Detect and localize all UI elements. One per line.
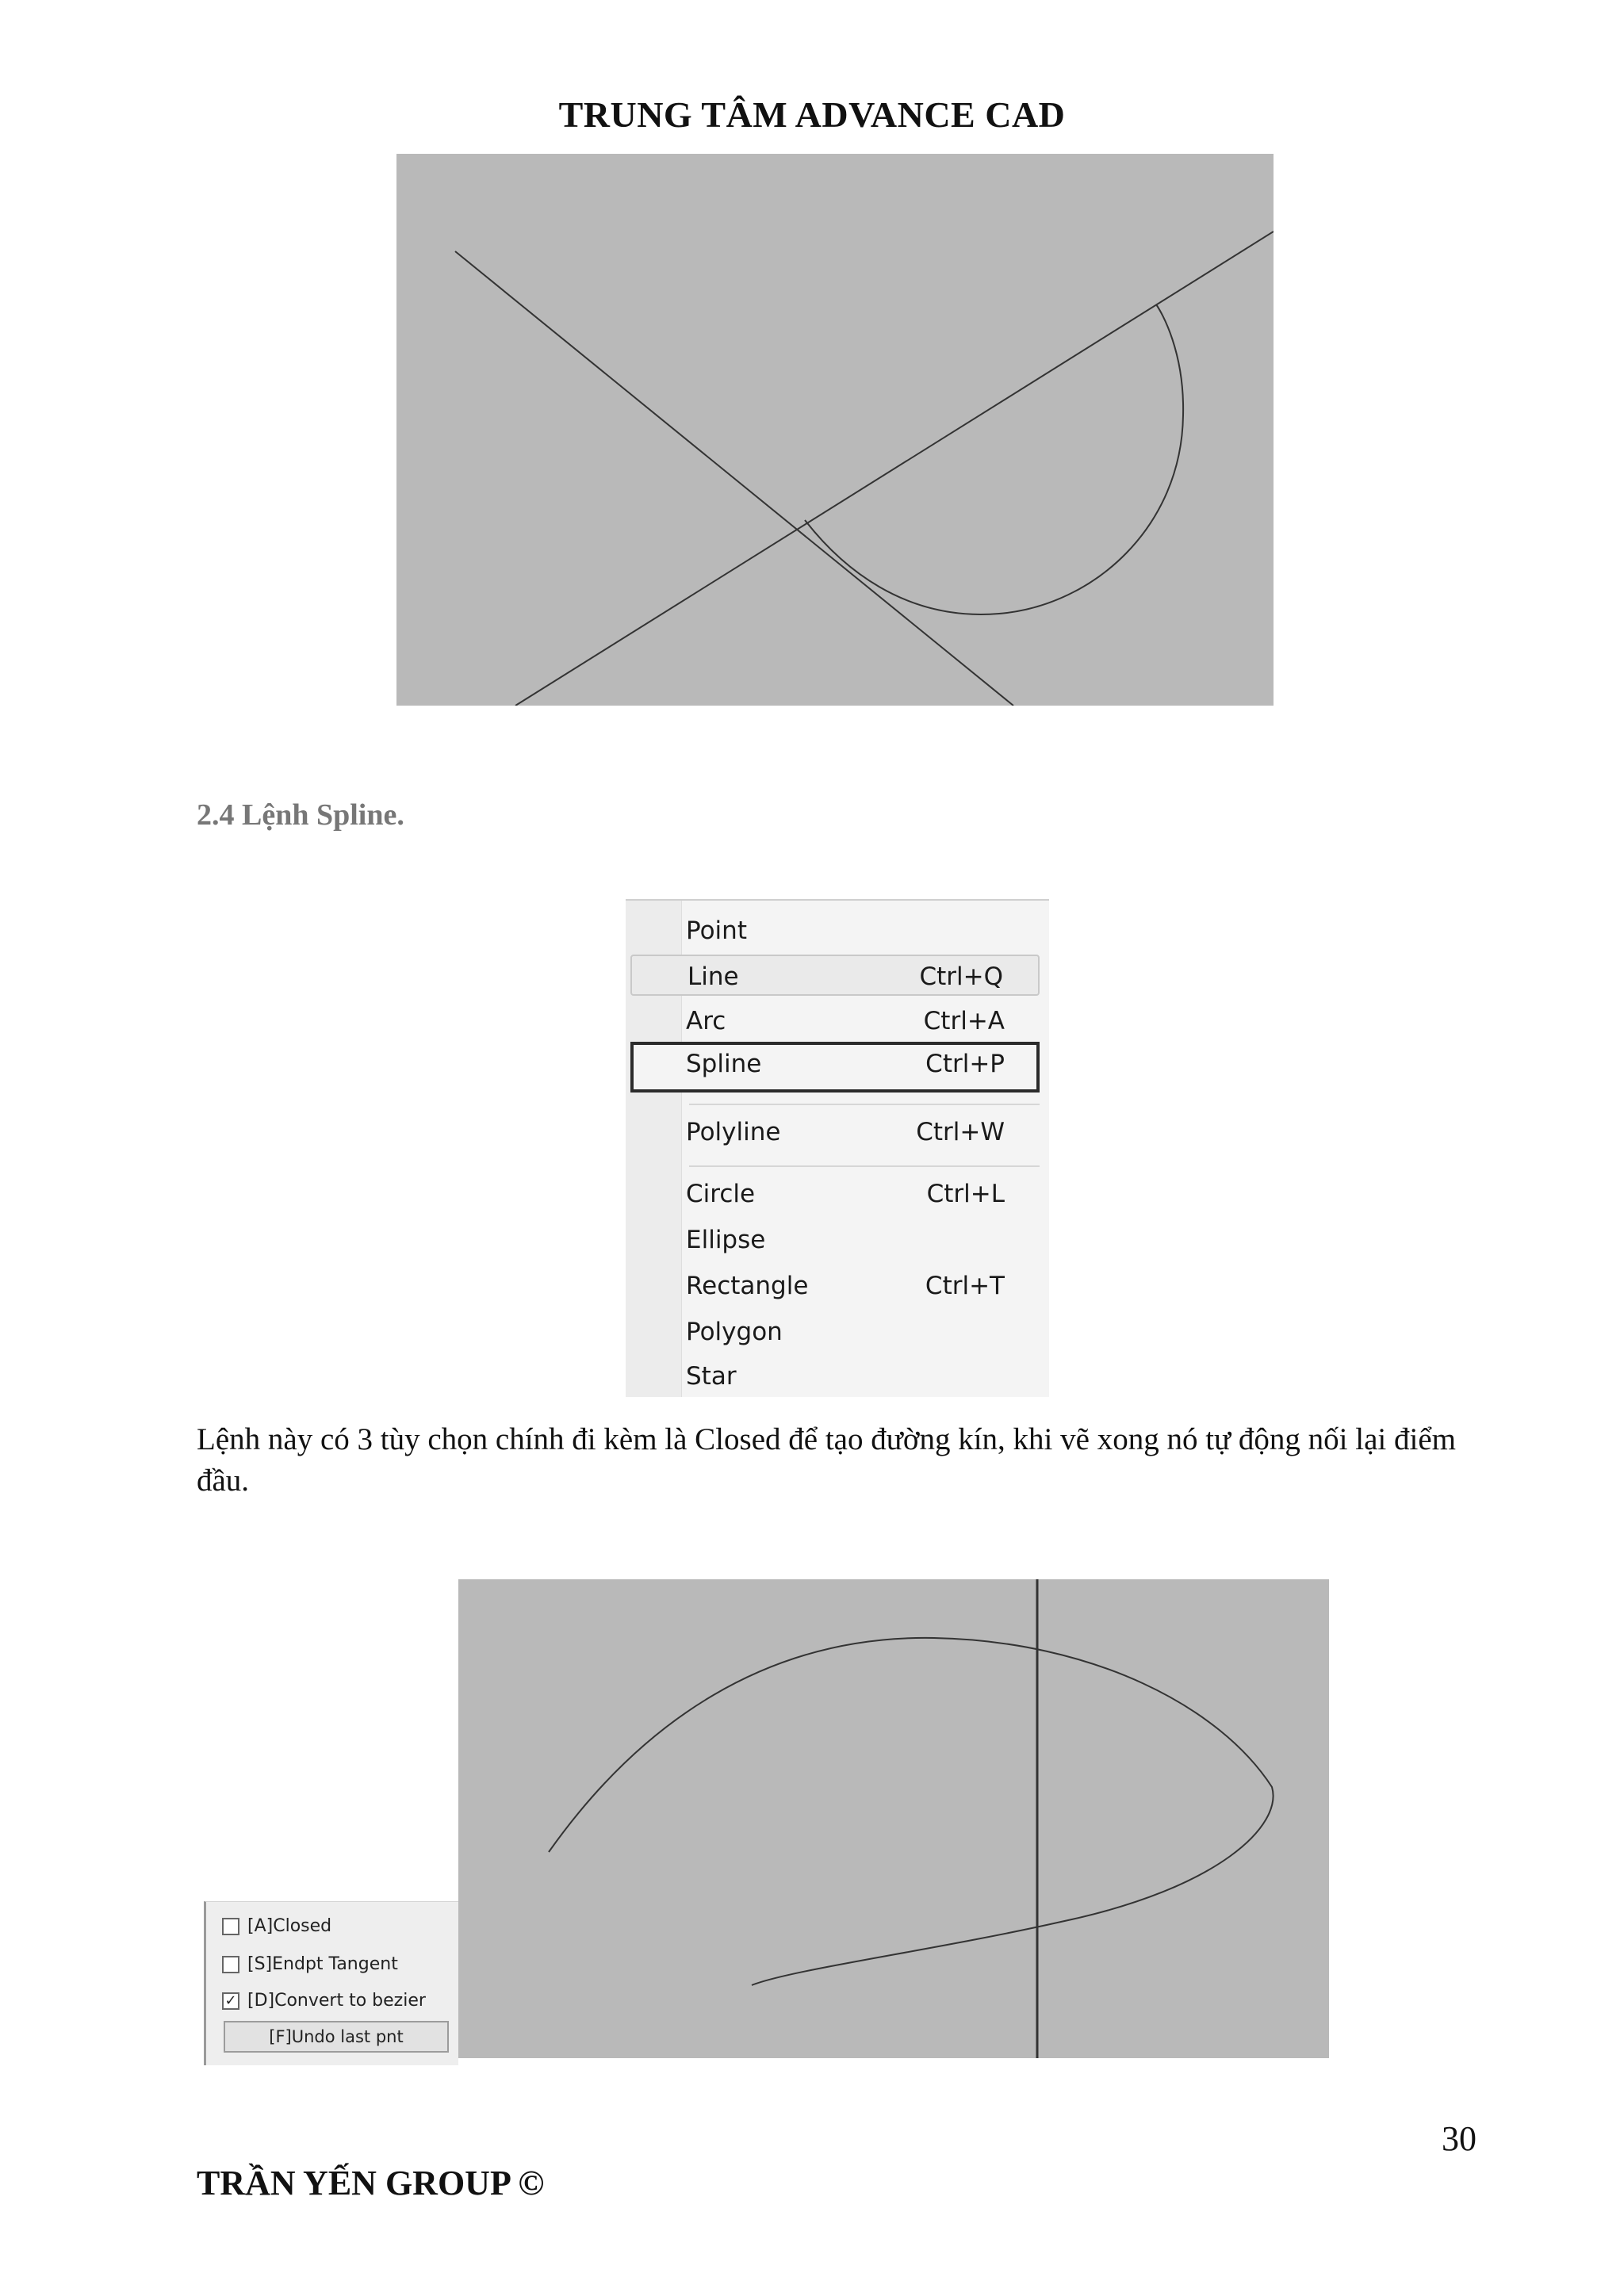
menu-item-shortcut: Ctrl+W <box>916 1118 1005 1146</box>
menu-item-polyline[interactable] <box>630 1112 1040 1153</box>
menu-separator <box>689 1104 1040 1105</box>
menu-item-label: Line <box>688 962 739 991</box>
diagonal-line-descending <box>455 251 1013 706</box>
menu-item-star[interactable] <box>630 1356 1040 1397</box>
menu-item-circle[interactable] <box>630 1173 1040 1215</box>
menu-item-arc[interactable] <box>630 1001 1040 1042</box>
closed-checkbox[interactable] <box>222 1918 239 1935</box>
arc-drawing-canvas <box>396 154 1274 706</box>
option-label: [A]Closed <box>247 1916 332 1936</box>
menu-item-label: Star <box>686 1362 737 1391</box>
section-heading: 2.4 Lệnh Spline. <box>197 798 404 832</box>
menu-item-polygon[interactable] <box>630 1311 1040 1353</box>
menu-item-shortcut: Ctrl+Q <box>919 962 1003 991</box>
menu-item-label: Spline <box>686 1050 762 1078</box>
endpt-tangent-checkbox[interactable] <box>222 1956 239 1973</box>
menu-item-line[interactable] <box>630 955 1040 996</box>
menu-item-rectangle[interactable] <box>630 1265 1040 1307</box>
menu-item-ellipse[interactable] <box>630 1219 1040 1261</box>
menu-item-label: Polygon <box>686 1318 783 1346</box>
spline-options-panel <box>204 1901 458 2065</box>
menu-separator <box>689 1165 1040 1167</box>
menu-item-label: Arc <box>686 1007 726 1035</box>
menu-item-label: Polyline <box>686 1118 781 1146</box>
option-label: [S]Endpt Tangent <box>247 1954 398 1974</box>
figure-spline-drawing <box>458 1579 1329 2058</box>
body-paragraph: Lệnh này có 3 tùy chọn chính đi kèm là Closed để tạo đường kín, khi vẽ xong nó tự động nối lại điểm đầu. <box>197 1422 1456 1498</box>
menu-item-label: Rectangle <box>686 1272 809 1300</box>
page-header-title: TRUNG TÂM ADVANCE CAD <box>558 94 1066 135</box>
menu-item-spline[interactable] <box>630 1042 1040 1093</box>
page-number: 30 <box>1442 2119 1477 2158</box>
spline-drawing-canvas <box>458 1579 1329 2058</box>
draw-menu <box>626 899 1049 1397</box>
menu-item-shortcut: Ctrl+P <box>925 1050 1005 1078</box>
convert-bezier-checkbox[interactable]: ✓ <box>222 1992 239 2010</box>
undo-last-point-button[interactable]: [F]Undo last pnt <box>224 2021 449 2053</box>
menu-item-shortcut: Ctrl+L <box>926 1180 1005 1208</box>
spline-curve <box>549 1638 1274 1985</box>
menu-item-point[interactable] <box>630 910 1040 951</box>
menu-item-shortcut: Ctrl+T <box>925 1272 1005 1300</box>
option-label: [D]Convert to bezier <box>247 1991 426 2011</box>
arc-curve <box>805 304 1183 614</box>
menu-item-label: Ellipse <box>686 1226 766 1254</box>
footer-copyright: TRẦN YẾN GROUP © <box>197 2164 545 2202</box>
menu-item-shortcut: Ctrl+A <box>923 1007 1005 1035</box>
menu-item-label: Circle <box>686 1180 756 1208</box>
figure-arc-drawing <box>396 154 1274 706</box>
menu-item-label: Point <box>686 916 747 945</box>
diagonal-line-ascending <box>515 232 1274 706</box>
